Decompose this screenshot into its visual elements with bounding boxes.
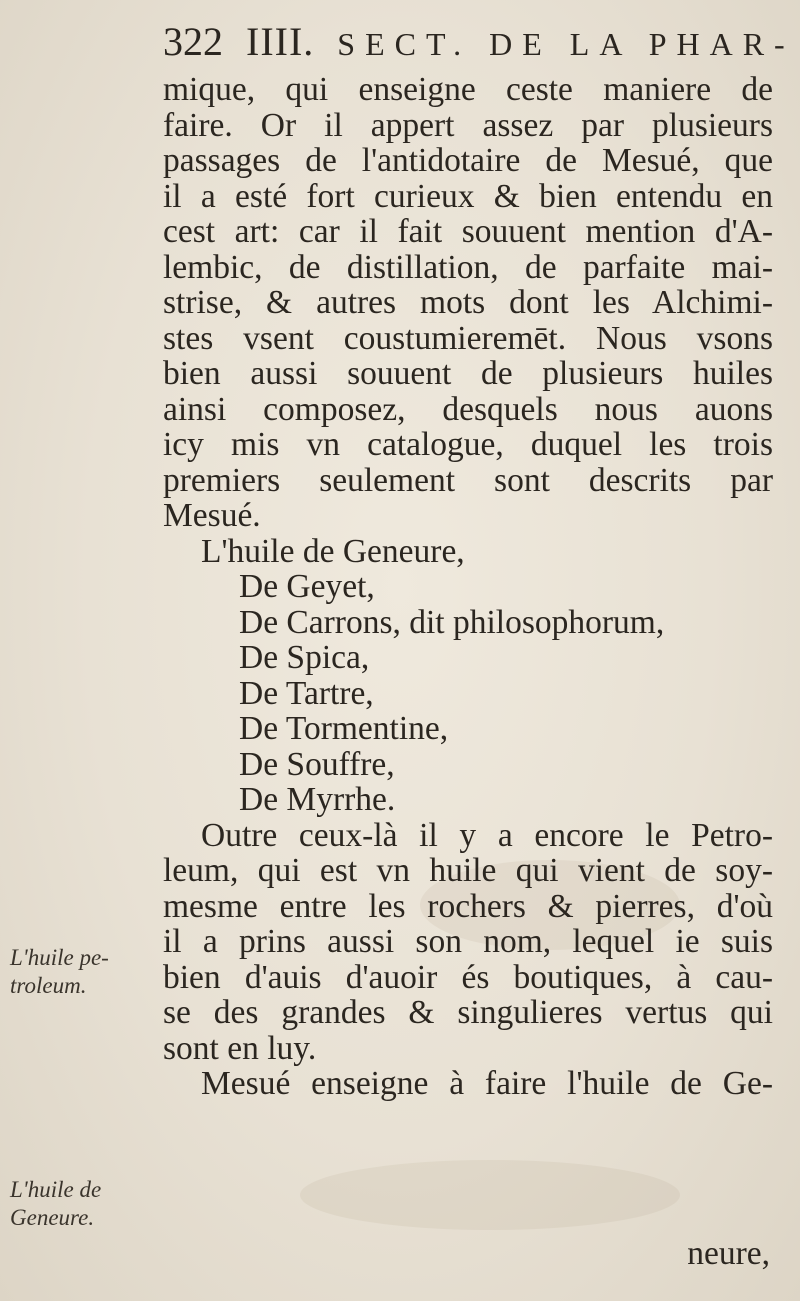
page-number: 322: [163, 19, 223, 64]
text-line: stes vsent coustumieremēt. Nous vsons: [163, 319, 773, 357]
text-line: faire. Or il appert assez par plusieurs: [163, 106, 773, 144]
text-line: se des grandes & singulieres vertus qui: [163, 994, 773, 1031]
text-line: Mesué enseigne à faire l'huile de Ge-: [201, 1065, 773, 1102]
header-section-title: SECT. DE LA PHAR-: [337, 26, 795, 62]
list-item: L'huile de Geneure,: [201, 532, 465, 570]
text-line: cest art: car il fait souuent mention d'A-: [163, 213, 773, 250]
text-line: ainsi composez, desquels nous auons: [163, 390, 773, 428]
list-item: De Tormentine,: [239, 710, 449, 747]
text-line: Mesué.: [163, 497, 261, 534]
list-item: De Myrrhe.: [239, 781, 396, 818]
paper-stain: [300, 1160, 680, 1230]
margin-note-line: troleum.: [10, 973, 87, 998]
text-line: Outre ceux-là il y a encore le Petro-: [201, 816, 773, 854]
margin-note-line: L'huile pe-: [10, 945, 109, 970]
text-line: premiers seulement sont descrits par: [163, 461, 773, 499]
margin-note-geneure: [10, 1176, 101, 1232]
text-line: sont en luy.: [163, 1029, 317, 1067]
margin-note-petroleum: [10, 944, 109, 1000]
list-item: De Tartre,: [239, 674, 374, 712]
text-line: il a esté fort curieux & bien entendu en: [163, 177, 773, 215]
text-line: strise, & autres mots dont les Alchimi-: [163, 284, 773, 321]
running-header: [163, 19, 795, 64]
text-line: mique, qui enseigne ceste maniere de: [163, 71, 773, 108]
margin-note-line: Geneure.: [10, 1205, 95, 1230]
catchword: neure,: [687, 1235, 770, 1272]
text-line: lembic, de distillation, de parfaite mai-: [163, 248, 773, 286]
text-line: bien aussi souuent de plusieurs huiles: [163, 355, 773, 392]
list-item: De Carrons, dit philosophorum,: [239, 603, 665, 641]
text-line: mesme entre les rochers & pierres, d'où: [163, 887, 773, 925]
text-line: icy mis vn catalogue, duquel les trois: [163, 426, 773, 463]
text-line: il a prins aussi son nom, lequel ie suis: [163, 923, 773, 960]
list-item: De Geyet,: [239, 568, 375, 605]
margin-note-line: L'huile de: [10, 1177, 102, 1202]
header-part-title: IIII.: [246, 19, 315, 64]
list-item: De Souffre,: [239, 745, 395, 783]
text-line: leum, qui est vn huile qui vient de soy-: [163, 852, 773, 889]
body-text: [163, 72, 773, 1102]
text-line: passages de l'antidotaire de Mesué, que: [163, 142, 773, 179]
text-line: bien d'auis d'auoir és boutiques, à cau-: [163, 958, 773, 996]
list-item: De Spica,: [239, 639, 370, 676]
